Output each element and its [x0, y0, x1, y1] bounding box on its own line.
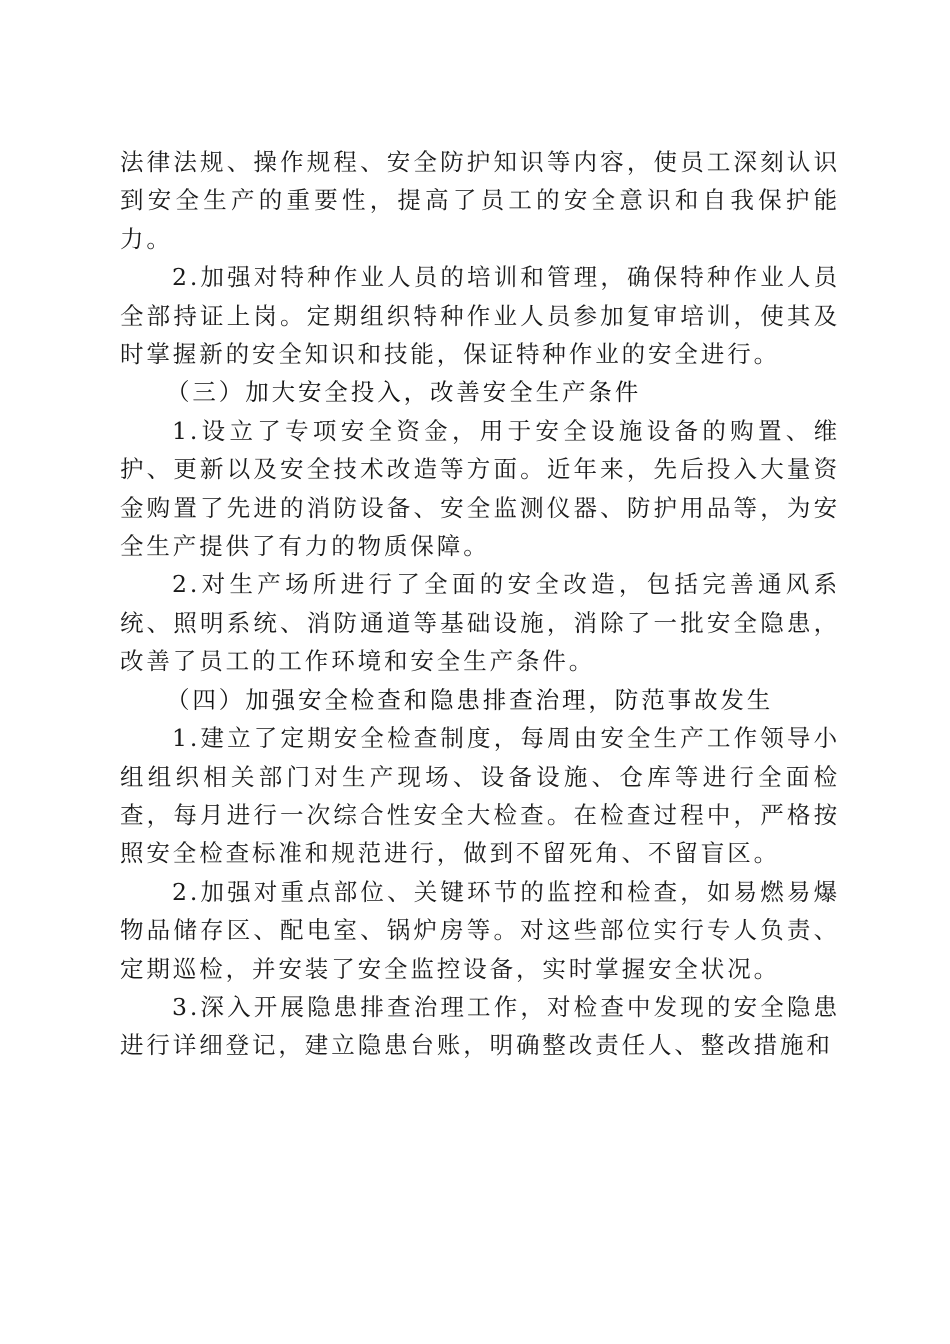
- paragraph-training-continued: 法律法规、操作规程、安全防护知识等内容，使员工深刻认识到安全生产的重要性，提高了员工的安全意识和自我保护能力。: [120, 148, 840, 253]
- paragraph-site-renovation: 2.对生产场所进行了全面的安全改造，包括完善通风系统、照明系统、消防通道等基础设施，消除了一批安全隐患，改善了员工的工作环境和安全生产条件。: [120, 570, 840, 676]
- paragraph-safety-funds: 1.设立了专项安全资金，用于安全设施设备的购置、维护、更新以及安全技术改造等方面。近年来，先后投入大量资金购置了先进的消防设备、安全监测仪器、防护用品等，为安全生产提供了有力的物质保障。: [120, 416, 840, 561]
- paragraph-inspection-system: 1.建立了定期安全检查制度，每周由安全生产工作领导小组组织相关部门对生产现场、设备设施、仓库等进行全面检查，每月进行一次综合性安全大检查。在检查过程中，严格按照安全检查标准和规范进行，做到不留死角、不留盲区。: [120, 724, 840, 868]
- paragraph-special-operators: 2.加强对特种作业人员的培训和管理，确保特种作业人员全部持证上岗。定期组织特种作业人员参加复审培训，使其及时掌握新的安全知识和技能，保证特种作业的安全进行。: [120, 263, 840, 369]
- paragraph-key-locations: 2.加强对重点部位、关键环节的监控和检查，如易燃易爆物品储存区、配电室、锅炉房等。对这些部位实行专人负责、定期巡检，并安装了安全监控设备，实时掌握安全状况。: [120, 877, 840, 983]
- document-body: [120, 143, 840, 1065]
- section-heading-3: （三）加大安全投入，改善安全生产条件: [166, 378, 642, 407]
- paragraph-hazard-rectification: 3.深入开展隐患排查治理工作，对检查中发现的安全隐患进行详细登记，建立隐患台账，明确整改责任人、整改措施和: [120, 992, 840, 1060]
- section-heading-4: （四）加强安全检查和隐患排查治理，防范事故发生: [166, 685, 774, 714]
